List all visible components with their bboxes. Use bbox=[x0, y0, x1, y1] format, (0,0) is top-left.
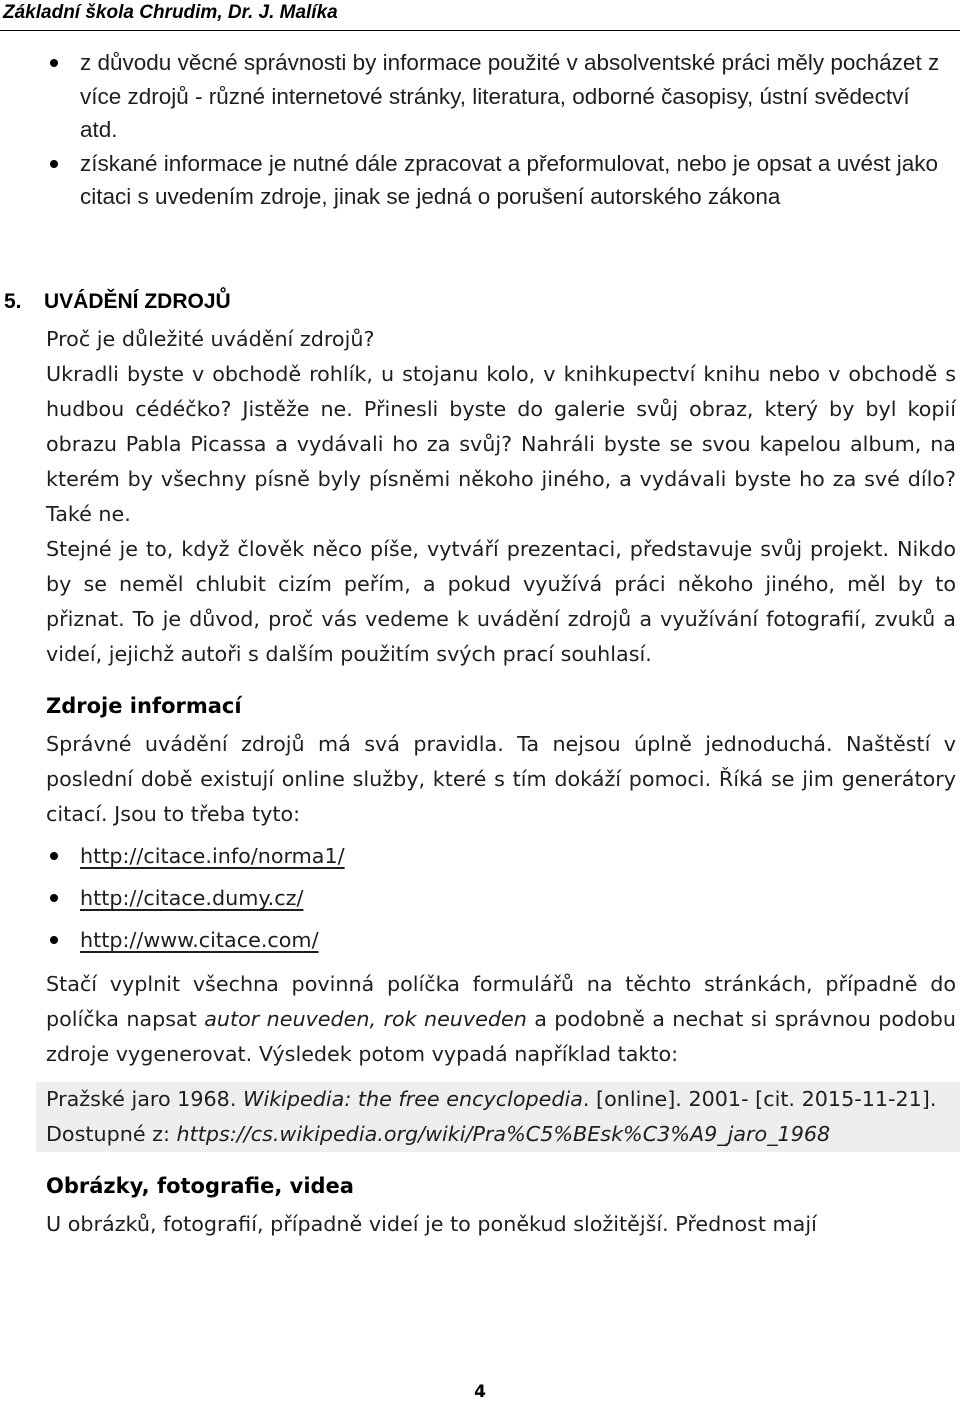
bullet-list bbox=[80, 46, 942, 214]
paragraph: Stačí vyplnit všechna povinná políčka formulářů na těchto stránkách, případně do políčka napsat autor neuveden, rok neuveden a podobně a nechat si správnou podobu zdroje vygenerovat. Výsledek potom vypadá například takto: bbox=[46, 972, 957, 1066]
paragraph: Správné uvádění zdrojů má svá pravidla. Ta nejsou úplně jednoduchá. Naštěstí v poslední době existují online služby, které s tím dokáží pomoci. Říká se jim generátory citací. Jsou to třeba tyto: bbox=[46, 732, 956, 826]
list-item bbox=[80, 46, 942, 147]
sources-heading: Zdroje informací bbox=[46, 694, 242, 718]
list-item bbox=[46, 835, 956, 877]
citation-generator-link[interactable]: http://citace.dumy.cz/ bbox=[80, 886, 304, 910]
bullet-icon bbox=[50, 894, 58, 902]
bullet-icon bbox=[50, 160, 58, 168]
main-content bbox=[4, 282, 957, 1242]
section-heading bbox=[4, 282, 956, 322]
italic-phrase: autor neuveden, rok neuveden bbox=[204, 1007, 527, 1031]
link-list bbox=[46, 835, 956, 961]
school-name: Základní škola Chrudim, Dr. J. Malíka bbox=[3, 2, 338, 23]
bullet-icon bbox=[50, 852, 58, 860]
bullet-icon bbox=[50, 59, 58, 67]
section-number: 5. bbox=[4, 290, 22, 313]
citation-example: Pražské jaro 1968. Wikipedia: the free encyclopedia. [online]. 2001- [cit. 2015-11-21]. Dostupné z: https://cs.wikipedia.org/wiki/Pra%C5%BEsk%C3%A9_jaro_1968 bbox=[36, 1082, 960, 1152]
citation-generator-link[interactable]: http://www.citace.com/ bbox=[80, 928, 319, 952]
citation-source-title: Wikipedia: the free encyclopedia bbox=[243, 1087, 583, 1111]
paragraph: Stejné je to, když člověk něco píše, vytváří prezentaci, představuje svůj projekt. Nikdo by se neměl chlubit cizím peřím, a pokud využívá práci někoho jiného, měl by to přiznat. To je důvod, proč vás vedeme k uvádění zdrojů a využívání fotografií, zvuků a videí, jejichž autoři s dalším použitím svých prací souhlasí. bbox=[46, 537, 956, 666]
list-item bbox=[46, 877, 956, 919]
question-paragraph: Proč je důležité uvádění zdrojů? bbox=[46, 327, 375, 351]
list-item-text: získané informace je nutné dále zpracovat a přeformulovat, nebo je opsat a uvést jako citaci s uvedením zdroje, jinak se jedná o porušení autorského zákona bbox=[80, 150, 938, 209]
page-number: 4 bbox=[474, 1382, 486, 1402]
section-title: UVÁDĚNÍ ZDROJŮ bbox=[44, 290, 231, 313]
bullet-icon bbox=[50, 936, 58, 944]
citation-generator-link[interactable]: http://citace.info/norma1/ bbox=[80, 844, 345, 868]
citation-url: https://cs.wikipedia.org/wiki/Pra%C5%BEsk%C3%A9_jaro_1968 bbox=[176, 1122, 831, 1146]
paragraph: Ukradli byste v obchodě rohlík, u stojanu kolo, v knihkupectví knihu nebo v obchodě s hudbou cédéčko? Jistěže ne. Přinesli byste do galerie svůj obraz, který by byl kopií obrazu Pabla Picassa a vydávali ho za svůj? Nahráli byste se svou kapelou album, na kterém by všechny písně byly písněmi někoho jiného, a vydávali byste ho za své dílo? Také ne. bbox=[46, 362, 956, 526]
paragraph: U obrázků, fotografií, případně videí je to poněkud složitější. Přednost mají bbox=[46, 1212, 817, 1236]
page-header bbox=[0, 0, 960, 31]
list-item bbox=[46, 919, 956, 961]
list-item bbox=[80, 147, 942, 214]
media-heading: Obrázky, fotografie, videa bbox=[46, 1174, 354, 1198]
list-item-text: z důvodu věcné správnosti by informace použité v absolventské práci měly pocházet z více zdrojů - různé internetové stránky, literatura, odborné časopisy, ústní svědectví atd. bbox=[80, 50, 940, 142]
